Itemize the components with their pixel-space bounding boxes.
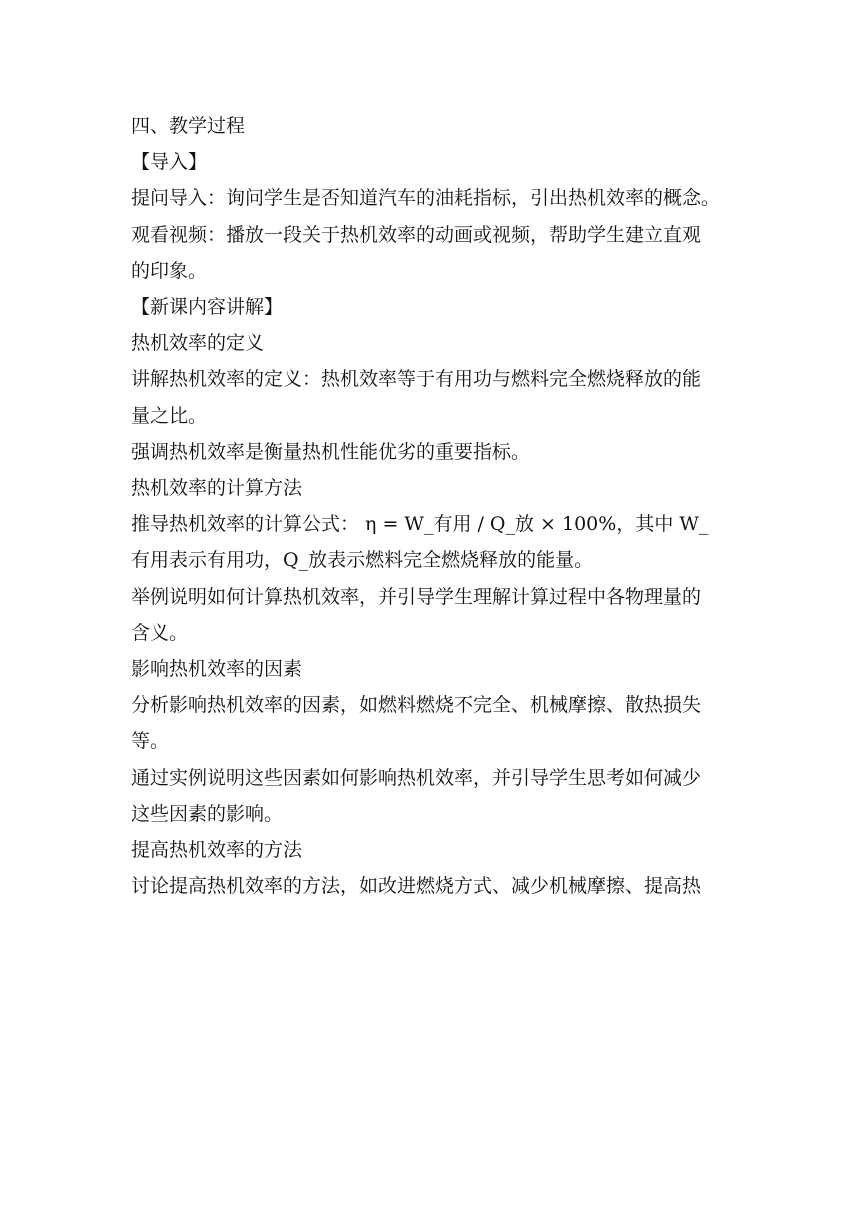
paragraph-line: 强调热机效率是衡量热机性能优劣的重要指标。: [131, 440, 531, 463]
paragraph-line: 提问导入：询问学生是否知道汽车的油耗指标，引出热机效率的概念。: [131, 187, 721, 210]
paragraph-line: 举例说明如何计算热机效率，并引导学生理解计算过程中各物理量的: [131, 585, 702, 608]
topic-heading: 提高热机效率的方法: [131, 839, 303, 862]
paragraph-line: 推导热机效率的计算公式： η = W_有用 / Q_放 × 100%，其中 W_: [131, 513, 709, 536]
topic-heading: 影响热机效率的因素: [131, 658, 303, 681]
paragraph-line: 这些因素的影响。: [131, 802, 284, 825]
section-heading: 四、教学过程: [131, 115, 246, 137]
paragraph-line: 量之比。: [131, 404, 208, 427]
paragraph-line: 讲解热机效率的定义：热机效率等于有用功与燃料完全燃烧释放的能: [131, 368, 702, 391]
topic-heading: 热机效率的计算方法: [131, 477, 303, 500]
subsection-heading-new-lesson: 【新课内容讲解】: [131, 296, 284, 319]
subsection-heading-intro: 【导入】: [131, 151, 208, 174]
paragraph-line: 有用表示有用功，Q_放表示燃料完全燃烧释放的能量。: [131, 549, 594, 572]
paragraph-line: 观看视频：播放一段关于热机效率的动画或视频，帮助学生建立直观: [131, 223, 702, 246]
paragraph-line: 含义。: [131, 621, 189, 644]
paragraph-line: 等。: [131, 730, 170, 753]
topic-heading: 热机效率的定义: [131, 332, 265, 355]
paragraph-line: 的印象。: [131, 259, 208, 282]
paragraph-line: 讨论提高热机效率的方法，如改进燃烧方式、减少机械摩擦、提高热: [131, 875, 702, 898]
paragraph-line: 通过实例说明这些因素如何影响热机效率，并引导学生思考如何减少: [131, 766, 702, 789]
paragraph-line: 分析影响热机效率的因素，如燃料燃烧不完全、机械摩擦、散热损失: [131, 694, 702, 717]
document-body: [131, 108, 733, 904]
